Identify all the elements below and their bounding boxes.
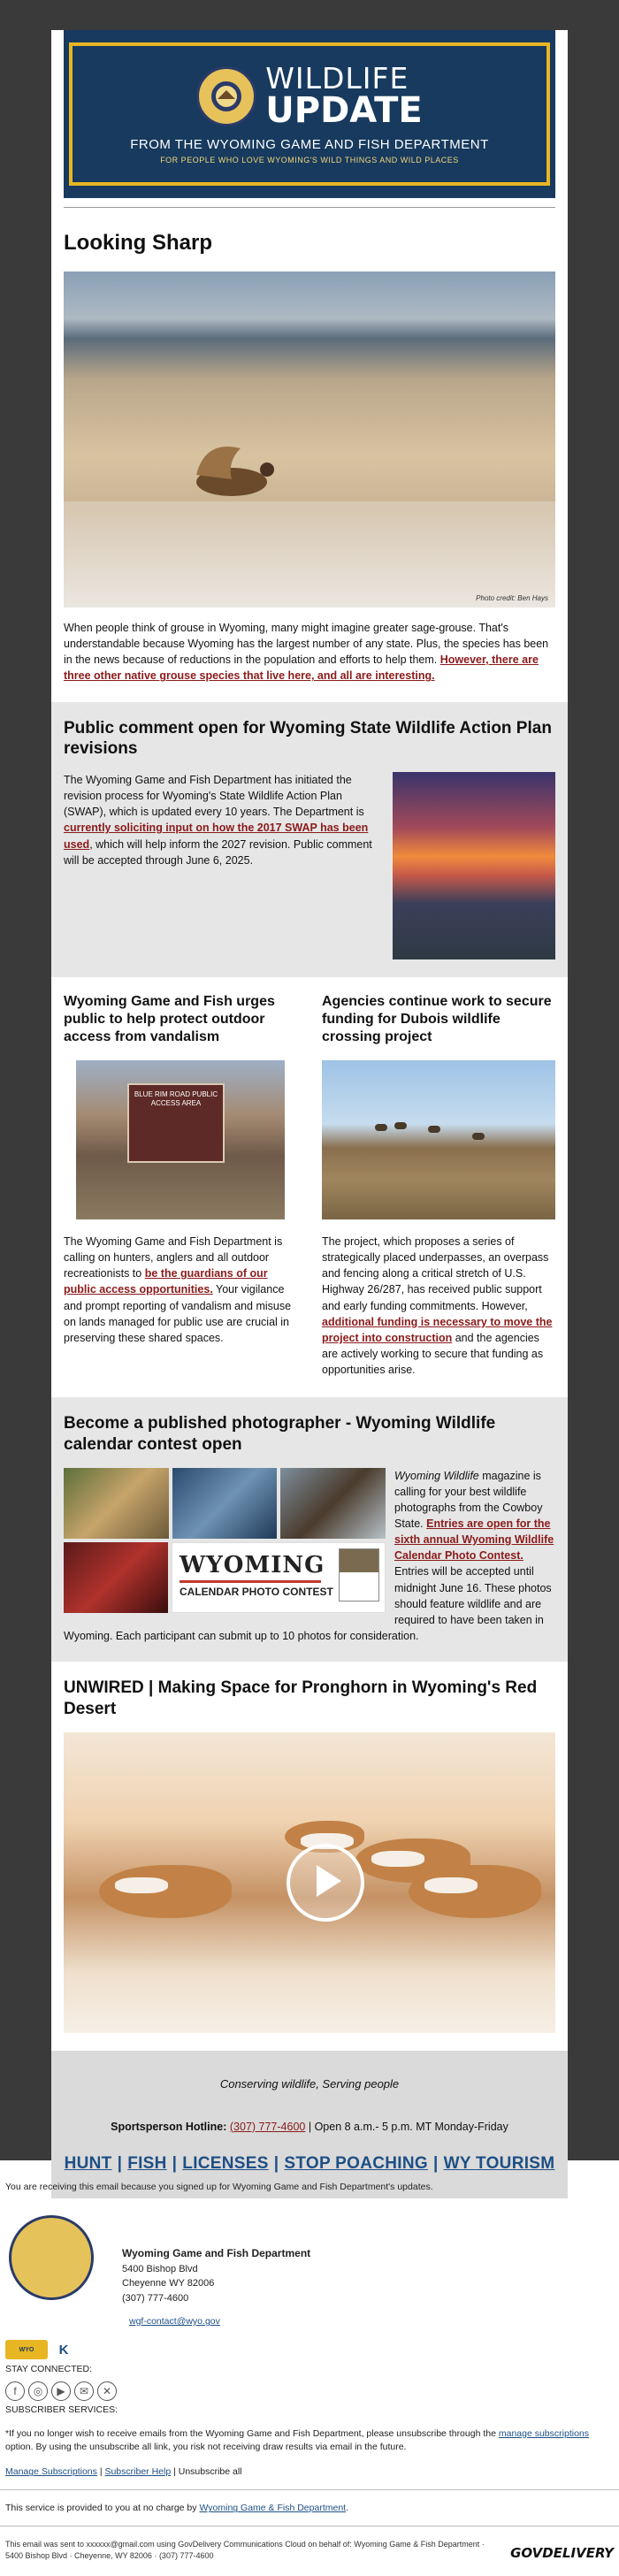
calendar-contest-graphic [172, 1542, 386, 1613]
red-leaves-photo [64, 1542, 168, 1613]
graphic-title: WYOMING [180, 1551, 325, 1578]
grouse-photo[interactable] [64, 271, 555, 608]
x-icon[interactable]: ✕ [97, 2381, 117, 2401]
footer-link-fish[interactable]: FISH [127, 2153, 167, 2173]
subscriber-services-label: SUBSCRIBER SERVICES: [5, 2404, 118, 2415]
facebook-icon[interactable]: f [5, 2381, 25, 2401]
section-calendar-contest [51, 1397, 568, 1662]
subscription-links: Manage Subscriptions | Subscriber Help | Unsubscribe all [5, 2466, 242, 2478]
story-vandalism [51, 977, 310, 1397]
crossing-funding-link[interactable]: additional funding is necessary to move the project into construction [322, 1315, 553, 1344]
banner-title-line2: UPDATE [265, 90, 423, 131]
footer-link-wy-tourism[interactable]: WY TOURISM [443, 2153, 555, 2173]
banner-tagline: FOR PEOPLE WHO LOVE WYOMING'S WILD THINGS AND WILD PLACES [160, 156, 459, 164]
footer-nav: HUNT | FISH | LICENSES | STOP POACHING | WY TOURISM [64, 2153, 555, 2173]
section-title: UNWIRED | Making Space for Pronghorn in Wyoming's Red Desert [64, 1678, 538, 1718]
sent-notice: This email was sent to xxxxxx@gmail.com using GovDelivery Communications Cloud on behalf of: Wyoming Game & Fish Department · 5400 Bishop Blvd · Cheyenne, WY 82006 · (307) 777-4600 [5, 2540, 485, 2560]
two-column-stories [51, 977, 568, 1397]
story-title: Agencies continue work to secure funding for Dubois wildlife crossing project [322, 994, 552, 1044]
section-title: Looking Sharp [64, 231, 212, 255]
agency-block: Wyoming Game and Fish Department 5400 Bishop Blvd Cheyenne WY 82006 (307) 777-4600 [9, 2215, 614, 2305]
wyoming-badge-icon[interactable]: WYO [5, 2340, 48, 2359]
signup-notice: You are receiving this email because you signed up for Wyoming Game and Fish Department's updates. [5, 2182, 433, 2192]
sign-text: BLUE RIM ROAD PUBLIC ACCESS AREA [127, 1083, 225, 1163]
calendar-photo-collage[interactable] [64, 1468, 386, 1617]
newsletter-banner [64, 30, 555, 198]
agency-seal-icon [9, 2215, 94, 2300]
youtube-icon[interactable]: ▶ [51, 2381, 71, 2401]
sunset-river-photo[interactable] [393, 772, 555, 959]
hotline: Sportsperson Hotline: (307) 777-4600 | Open 8 a.m.- 5 p.m. MT Monday-Friday [111, 2120, 508, 2133]
swap-text: The Wyoming Game and Fish Department has initiated the revision process for Wyoming's State Wildlife Action Plan (SWAP), which is updated every 10 years. The Department is currently soliciting input on how the 2017 SWAP has been used, which will help inform the 2027 revision. Public comment will be accepted through June 6, 2025. [64, 774, 372, 867]
banner-title-line1: WILDLIFE [265, 61, 409, 96]
subscription-footer [0, 2160, 619, 2561]
unsubscribe-all-link[interactable]: Unsubscribe all [178, 2466, 242, 2478]
hotline-phone-link[interactable]: (307) 777-4600 [229, 2120, 306, 2133]
stay-connected-label: STAY CONNECTED: [5, 2364, 93, 2374]
agency-name: Wyoming Game and Fish Department [122, 2247, 311, 2259]
subscriber-help-link[interactable]: Subscriber Help [104, 2466, 172, 2478]
social-icons [5, 2381, 614, 2401]
motto: Conserving wildlife, Serving people [219, 2076, 400, 2091]
provided-by: This service is provided to you at no charge by Wyoming Game & Fish Department. [5, 2503, 349, 2514]
section-title: Become a published photographer - Wyoming Wildlife calendar contest open [64, 1414, 496, 1454]
public-access-link[interactable]: be the guardians of our public access opportunities. [64, 1267, 268, 1296]
ducks-photo [172, 1468, 278, 1539]
newsletter-card [51, 30, 568, 2198]
wgfd-badge-icon [196, 66, 256, 126]
deer-on-ridge-photo[interactable] [322, 1060, 555, 1219]
banner-from-line: FROM THE WYOMING GAME AND FISH DEPARTMENT [130, 137, 489, 152]
calendar-text: Wyoming Wildlife magazine is calling for your best wildlife photographs from the Cowboy State. Entries are open for the sixth annual Wyoming Wildlife Calendar Photo Contest. Entries will be accepted until midnight June 16. These photos should feature wildlife and are required to have been taken in Wyoming. Each participant can submit up to 10 photos for consideration. [64, 1469, 554, 1642]
section-title: Public comment open for Wyoming State Wildlife Action Plan revisions [64, 718, 552, 759]
footer-link-stop-poaching[interactable]: STOP POACHING [284, 2153, 428, 2173]
calendar-contest-link[interactable]: Entries are open for the sixth annual Wyoming Wildlife Calendar Photo Contest. [394, 1517, 554, 1563]
moose-photo [280, 1468, 386, 1539]
footer-link-licenses[interactable]: LICENSES [182, 2153, 269, 2173]
grouse-species-link[interactable]: However, there are three other native grouse species that live here, and all are interesting. [64, 654, 539, 683]
graphic-subtitle: CALENDAR PHOTO CONTEST [180, 1585, 333, 1598]
instagram-icon[interactable]: ◎ [28, 2381, 48, 2401]
manage-subscriptions-inline-link[interactable]: manage subscriptions [498, 2428, 589, 2439]
divider [0, 2489, 619, 2490]
k-logo-icon[interactable]: K [58, 2342, 69, 2358]
email-icon[interactable]: ✉ [74, 2381, 94, 2401]
public-access-sign-photo[interactable] [76, 1060, 285, 1219]
govdelivery-logo[interactable]: GOVDELIVERY [510, 2544, 614, 2561]
crossing-text: The project, which proposes a series of strategically placed underpasses, an overpass and fencing along a critical stretch of U.S. Highway 26/287, has received public support and early funding commitments. However, additional funding is necessary to move the project into construction and the agencies are actively working to secure that funding as opportunities arise. [322, 1235, 553, 1376]
marmot-photo [64, 1468, 169, 1539]
manage-subscriptions-link[interactable]: Manage Subscriptions [5, 2466, 97, 2478]
section-looking-sharp [51, 208, 568, 702]
story-title: Wyoming Game and Fish urges public to help protect outdoor access from vandalism [64, 994, 275, 1044]
play-icon[interactable] [287, 1844, 364, 1922]
section-video [51, 1662, 568, 2051]
looking-sharp-text: When people think of grouse in Wyoming, many might imagine greater sage-grouse. That's understandable because Wyoming has the largest number of any state. Plus, the species has been in the news because of reductions in the population and efforts to help them. However, there are three other native grouse species that live here, and all are interesting. [64, 622, 549, 683]
section-swap [51, 702, 568, 978]
photo-credit: Photo credit: Ben Hays [476, 594, 548, 602]
unsubscribe-note: *If you no longer wish to receive emails from the Wyoming Game and Fish Department, please unsubscribe through the manage subscriptions option. By using the unsubscribe all link, you risk not receiving draw results via email in the future. [5, 2428, 589, 2453]
swap-input-link[interactable]: currently soliciting input on how the 2017 SWAP has been used [64, 822, 369, 851]
pronghorn-video-thumbnail[interactable] [64, 1732, 555, 2033]
story-crossing [310, 977, 568, 1397]
footer-link-hunt[interactable]: HUNT [64, 2153, 112, 2173]
agency-link[interactable]: Wyoming Game & Fish Department [199, 2503, 347, 2514]
vandalism-text: The Wyoming Game and Fish Department is calling on hunters, anglers and all outdoor recreationists to be the guardians of our public access opportunities. Your vigilance and prompt reporting of vandalism and misuse on lands managed for public use are crucial in preserving these shared spaces. [64, 1235, 292, 1344]
calendar-icon [339, 1548, 379, 1601]
agency-email-link[interactable]: wgf-contact@wyo.gov [129, 2316, 220, 2327]
